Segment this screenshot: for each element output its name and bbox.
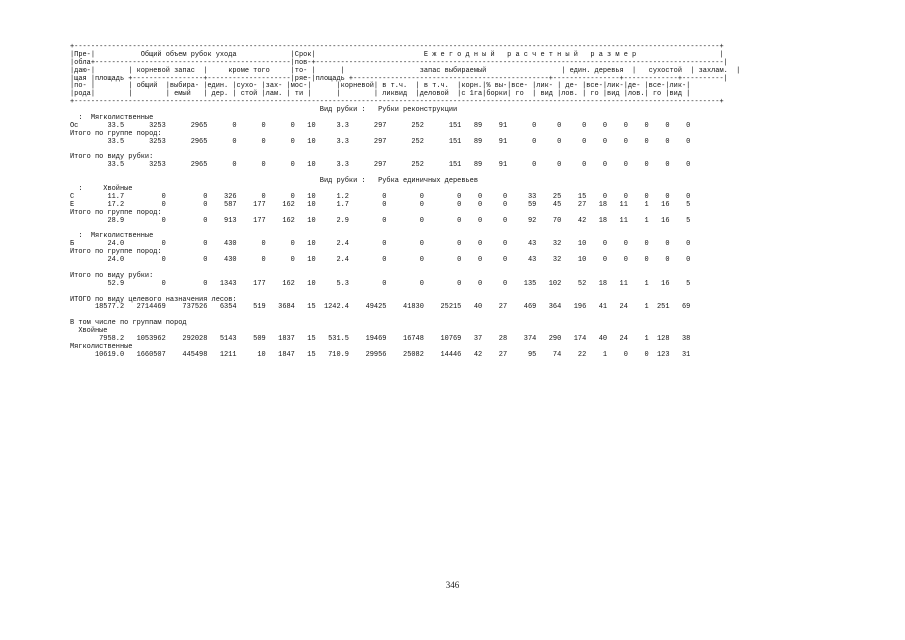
table-line: 7958.2 1053962 292028 5143 509 1837 15 531.5 19469 16748 10769 37 28 374 290 174 40 24 1 128 38 [70,334,691,343]
table-line: : Мягколиственные [70,232,154,241]
table-line: Вид рубки : Рубки реконструкции [70,106,458,115]
table-line: Хвойные [70,327,108,336]
table-line: : Хвойные [70,185,133,194]
table-line: +-----------------------------------------------------------------------------------------------------------------------------------------------------------+ [70,98,724,107]
page-number: 346 [445,580,460,590]
table-line: В том числе по группам пород [70,319,187,328]
table-line: Вид рубки : Рубка единичных деревьев [70,177,478,186]
table-line: 28.9 0 0 913 177 162 10 2.9 0 0 0 0 0 92 70 42 18 11 1 16 5 [70,216,691,225]
table-line: |щая |площадь +-----------------+--------------------|ряе-|площадь +-----------------------------------------------+----------------+-------------+----------| [70,74,728,83]
table-line: : Мягколиственные [70,114,154,123]
table-line [70,225,740,233]
table-line: |рода| | | емый | дер. | стой |лам. | ти | | | ликвид |деловой |с 1га|борки| го | вид |лов. | го |вид |лов.| го |вид | [70,90,691,99]
table-line: 33.5 3253 2965 0 0 0 10 3.3 297 252 151 89 91 0 0 0 0 0 0 0 0 [70,161,691,170]
table-line: Б 24.0 0 0 430 0 0 10 2.4 0 0 0 0 0 43 32 10 0 0 0 0 0 [70,240,691,249]
table-line: 24.0 0 0 430 0 0 10 2.4 0 0 0 0 0 43 32 10 0 0 0 0 0 [70,256,691,265]
table-line: 10619.0 1660507 445498 1211 10 1847 15 710.9 29956 25082 14446 42 27 95 74 22 1 0 0 123 31 [70,350,691,359]
table-line: |даю-| | корневой запас | кроме того |то- | | запас выбираемый | един. деревья | сухостой | захлам. | [70,66,741,75]
table-line: Итого по группе пород: [70,129,162,138]
table-line: Мягколиственные [70,342,133,351]
table-line: Е 17.2 0 0 587 177 162 10 1.7 0 0 0 0 0 59 45 27 18 11 1 16 5 [70,200,691,209]
table-line: Итого по виду рубки: [70,153,154,162]
table-line: 52.9 0 0 1343 177 162 10 5.3 0 0 0 0 0 135 102 52 18 11 1 16 5 [70,279,691,288]
table-line: Итого по виду рубки: [70,271,154,280]
table-line [70,265,740,273]
table-line: Итого по группе пород: [70,248,162,257]
table-line: 18577.2 2714469 737526 6354 519 3684 15 1242.4 49425 41830 25215 40 27 469 364 196 41 24 1 251 69 [70,303,691,312]
table-line: ИТОГО по виду целевого назначения лесов: [70,295,237,304]
table-line: Итого по группе пород: [70,208,162,217]
table-line: С 11.7 0 0 326 0 0 10 1.2 0 0 0 0 0 33 25 15 0 0 0 0 0 [70,192,691,201]
table-line [70,147,740,155]
table-line: |обла+-----------------------------------------------|пов-+--------------------------------------------------------------------------------------------------| [70,58,728,67]
table-line: 33.5 3253 2965 0 0 0 10 3.3 297 252 151 89 91 0 0 0 0 0 0 0 0 [70,137,691,146]
table-line: +-----------------------------------------------------------------------------------------------------------------------------------------------------------+ [70,43,724,51]
forest-harvest-table [70,44,740,360]
table-line: |по- | | общий |выбира- |един. |сухо- |зах- |мос-| |корневой| в т.ч. | в т.ч. |корн.|% вы-|все- |лик- | де- |все-|лик-|де- |все-|лик-| [70,82,691,91]
table-line: Ос 33.5 3253 2965 0 0 0 10 3.3 297 252 151 89 91 0 0 0 0 0 0 0 0 [70,121,691,130]
table-line: |Пре-| Общий объем рубок ухода |Срок| Е ж е г о д н ы й р а с ч е т н ы й р а з м е р | [70,50,724,59]
